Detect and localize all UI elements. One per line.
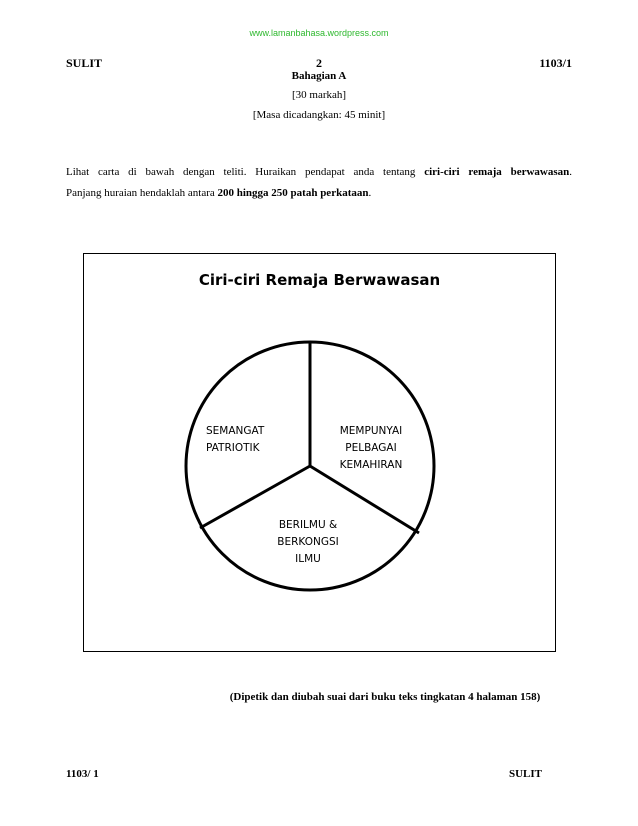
segment-line: SEMANGAT [206,425,265,437]
segment-line: PATRIOTIK [206,442,260,454]
footer-paper-code: 1103/ 1 [66,768,99,780]
segment-line: ILMU [295,553,321,565]
chart-title: Ciri-ciri Remaja Berwawasan [198,271,441,289]
segment-line: BERILMU & [278,519,338,531]
segment-mempunyai-kemahiran [322,423,420,474]
instruction-text: Panjang huraian hendaklah antara [66,187,218,199]
segment-line: KEMAHIRAN [339,459,403,471]
header-paper-code: 1103/1 [539,56,572,70]
segment-semangat-patriotik [206,423,264,457]
instruction-emphasis: ciri-ciri remaja berwawasan [424,166,570,178]
watermark-url: www.lamanbahasa.wordpress.com [249,28,389,38]
section-time: [Masa dicadangkan: 45 minit] [252,109,386,121]
section-title: Bahagian A [291,70,347,82]
source-caption: (Dipetik dan diubah suai dari buku teks tingkatan 4 halaman 158) [229,691,541,703]
segment-line: BERKONGSI [277,536,339,548]
instruction-period: . [569,166,572,178]
instruction-emphasis: 200 hingga 250 patah perkataan [217,187,369,199]
footer-classification: SULIT [508,768,542,780]
segment-line: PELBAGAI [345,442,397,454]
segment-berilmu-berkongsi [258,517,358,568]
instruction-period: . [368,187,372,199]
header-classification: SULIT [66,56,103,70]
segment-line: MEMPUNYAI [339,425,403,437]
section-marks: [30 markah] [291,89,347,101]
instruction-text: Lihat carta di bawah dengan teliti. Huraikan pendapat anda tentang [66,166,425,178]
header-page-number: 2 [316,56,322,70]
